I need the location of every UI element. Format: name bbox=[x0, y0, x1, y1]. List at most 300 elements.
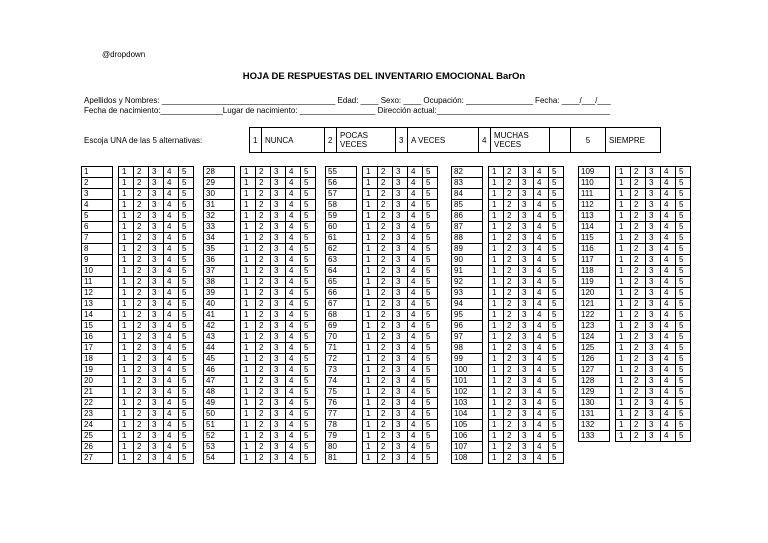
answer-option[interactable]: 3 bbox=[393, 266, 408, 277]
answer-option[interactable]: 2 bbox=[378, 376, 393, 387]
answer-option[interactable]: 2 bbox=[256, 222, 271, 233]
answer-option[interactable]: 5 bbox=[676, 200, 691, 211]
answer-option[interactable]: 5 bbox=[676, 288, 691, 299]
answer-option[interactable]: 3 bbox=[271, 200, 286, 211]
answer-option[interactable]: 4 bbox=[408, 398, 423, 409]
answer-option[interactable]: 1 bbox=[241, 200, 256, 211]
answer-option[interactable]: 4 bbox=[286, 354, 301, 365]
answer-option[interactable]: 4 bbox=[408, 244, 423, 255]
answer-option[interactable]: 3 bbox=[271, 222, 286, 233]
answer-option[interactable]: 3 bbox=[393, 354, 408, 365]
answer-option[interactable]: 5 bbox=[301, 200, 316, 211]
answer-option[interactable]: 2 bbox=[134, 321, 149, 332]
answer-option[interactable]: 4 bbox=[408, 189, 423, 200]
answer-option[interactable]: 5 bbox=[676, 211, 691, 222]
answer-option[interactable]: 2 bbox=[256, 167, 271, 178]
answer-option[interactable]: 1 bbox=[241, 266, 256, 277]
answer-option[interactable]: 4 bbox=[286, 233, 301, 244]
answer-option[interactable]: 2 bbox=[256, 288, 271, 299]
answer-option[interactable]: 5 bbox=[301, 442, 316, 453]
answer-option[interactable]: 1 bbox=[119, 178, 134, 189]
answer-option[interactable]: 5 bbox=[423, 387, 438, 398]
answer-option[interactable]: 5 bbox=[423, 200, 438, 211]
answer-option[interactable]: 1 bbox=[489, 343, 504, 354]
answer-option[interactable]: 2 bbox=[631, 398, 646, 409]
answer-option[interactable]: 3 bbox=[271, 244, 286, 255]
answer-option[interactable]: 2 bbox=[504, 211, 519, 222]
answer-option[interactable]: 1 bbox=[616, 431, 631, 442]
answer-option[interactable]: 1 bbox=[119, 288, 134, 299]
answer-option[interactable]: 2 bbox=[256, 354, 271, 365]
answer-option[interactable]: 2 bbox=[631, 200, 646, 211]
answer-option[interactable]: 5 bbox=[179, 266, 194, 277]
answer-option[interactable]: 4 bbox=[164, 233, 179, 244]
answer-option[interactable]: 5 bbox=[676, 277, 691, 288]
answer-option[interactable]: 2 bbox=[378, 167, 393, 178]
answer-option[interactable]: 2 bbox=[256, 233, 271, 244]
answer-option[interactable]: 5 bbox=[301, 409, 316, 420]
answer-option[interactable]: 5 bbox=[179, 189, 194, 200]
answer-option[interactable]: 5 bbox=[676, 398, 691, 409]
answer-option[interactable]: 4 bbox=[286, 431, 301, 442]
answer-option[interactable]: 4 bbox=[286, 211, 301, 222]
answer-option[interactable]: 2 bbox=[378, 409, 393, 420]
answer-option[interactable]: 2 bbox=[134, 167, 149, 178]
answer-option[interactable]: 3 bbox=[519, 211, 534, 222]
answer-option[interactable]: 5 bbox=[549, 321, 564, 332]
answer-option[interactable]: 4 bbox=[164, 453, 179, 464]
answer-option[interactable]: 1 bbox=[489, 365, 504, 376]
answer-option[interactable]: 4 bbox=[286, 266, 301, 277]
answer-option[interactable]: 2 bbox=[504, 409, 519, 420]
answer-option[interactable]: 2 bbox=[631, 167, 646, 178]
answer-option[interactable]: 5 bbox=[423, 321, 438, 332]
answer-option[interactable]: 3 bbox=[393, 288, 408, 299]
answer-option[interactable]: 1 bbox=[241, 211, 256, 222]
answer-option[interactable]: 5 bbox=[423, 343, 438, 354]
answer-option[interactable]: 3 bbox=[271, 365, 286, 376]
answer-option[interactable]: 2 bbox=[256, 244, 271, 255]
answer-option[interactable]: 2 bbox=[378, 266, 393, 277]
answer-option[interactable]: 2 bbox=[134, 431, 149, 442]
answer-option[interactable]: 1 bbox=[363, 442, 378, 453]
answer-option[interactable]: 3 bbox=[149, 398, 164, 409]
answer-option[interactable]: 1 bbox=[241, 189, 256, 200]
answer-option[interactable]: 5 bbox=[549, 200, 564, 211]
answer-option[interactable]: 5 bbox=[301, 321, 316, 332]
answer-option[interactable]: 5 bbox=[549, 376, 564, 387]
answer-option[interactable]: 5 bbox=[549, 255, 564, 266]
answer-option[interactable]: 3 bbox=[393, 277, 408, 288]
answer-option[interactable]: 1 bbox=[616, 244, 631, 255]
answer-option[interactable]: 3 bbox=[271, 343, 286, 354]
answer-option[interactable]: 4 bbox=[534, 453, 549, 464]
answer-option[interactable]: 5 bbox=[423, 409, 438, 420]
answer-option[interactable]: 4 bbox=[534, 387, 549, 398]
answer-option[interactable]: 2 bbox=[134, 277, 149, 288]
answer-option[interactable]: 5 bbox=[179, 178, 194, 189]
answer-option[interactable]: 2 bbox=[631, 376, 646, 387]
answer-option[interactable]: 5 bbox=[676, 365, 691, 376]
answer-option[interactable]: 3 bbox=[519, 321, 534, 332]
answer-option[interactable]: 2 bbox=[378, 200, 393, 211]
answer-option[interactable]: 4 bbox=[661, 277, 676, 288]
answer-option[interactable]: 2 bbox=[256, 365, 271, 376]
answer-option[interactable]: 3 bbox=[149, 332, 164, 343]
answer-option[interactable]: 2 bbox=[631, 222, 646, 233]
answer-option[interactable]: 2 bbox=[256, 409, 271, 420]
answer-option[interactable]: 5 bbox=[676, 222, 691, 233]
answer-option[interactable]: 2 bbox=[378, 233, 393, 244]
answer-option[interactable]: 4 bbox=[164, 255, 179, 266]
answer-option[interactable]: 3 bbox=[519, 420, 534, 431]
answer-option[interactable]: 1 bbox=[363, 365, 378, 376]
answer-option[interactable]: 5 bbox=[676, 167, 691, 178]
answer-option[interactable]: 2 bbox=[134, 420, 149, 431]
answer-option[interactable]: 1 bbox=[489, 398, 504, 409]
answer-option[interactable]: 1 bbox=[241, 299, 256, 310]
answer-option[interactable]: 1 bbox=[489, 354, 504, 365]
answer-option[interactable]: 4 bbox=[164, 387, 179, 398]
answer-option[interactable]: 5 bbox=[549, 398, 564, 409]
answer-option[interactable]: 4 bbox=[408, 277, 423, 288]
answer-option[interactable]: 2 bbox=[134, 178, 149, 189]
answer-option[interactable]: 4 bbox=[164, 167, 179, 178]
answer-option[interactable]: 2 bbox=[378, 222, 393, 233]
answer-option[interactable]: 3 bbox=[393, 453, 408, 464]
answer-option[interactable]: 1 bbox=[119, 453, 134, 464]
answer-option[interactable]: 4 bbox=[164, 431, 179, 442]
answer-option[interactable]: 3 bbox=[646, 409, 661, 420]
answer-option[interactable]: 5 bbox=[676, 244, 691, 255]
answer-option[interactable]: 2 bbox=[504, 420, 519, 431]
answer-option[interactable]: 5 bbox=[179, 332, 194, 343]
answer-option[interactable]: 4 bbox=[661, 310, 676, 321]
answer-option[interactable]: 2 bbox=[256, 310, 271, 321]
answer-option[interactable]: 4 bbox=[661, 178, 676, 189]
answer-option[interactable]: 2 bbox=[134, 354, 149, 365]
answer-option[interactable]: 4 bbox=[286, 288, 301, 299]
answer-option[interactable]: 3 bbox=[149, 255, 164, 266]
answer-option[interactable]: 5 bbox=[423, 310, 438, 321]
answer-option[interactable]: 5 bbox=[301, 431, 316, 442]
answer-option[interactable]: 3 bbox=[271, 420, 286, 431]
answer-option[interactable]: 2 bbox=[378, 189, 393, 200]
answer-option[interactable]: 3 bbox=[393, 299, 408, 310]
answer-option[interactable]: 1 bbox=[616, 343, 631, 354]
answer-option[interactable]: 3 bbox=[149, 299, 164, 310]
answer-option[interactable]: 3 bbox=[393, 178, 408, 189]
answer-option[interactable]: 1 bbox=[363, 398, 378, 409]
answer-option[interactable]: 4 bbox=[164, 398, 179, 409]
answer-option[interactable]: 3 bbox=[519, 299, 534, 310]
answer-option[interactable]: 1 bbox=[616, 233, 631, 244]
answer-option[interactable]: 1 bbox=[241, 442, 256, 453]
answer-option[interactable]: 2 bbox=[504, 189, 519, 200]
answer-option[interactable]: 4 bbox=[164, 222, 179, 233]
answer-option[interactable]: 3 bbox=[646, 299, 661, 310]
answer-option[interactable]: 4 bbox=[661, 233, 676, 244]
answer-option[interactable]: 3 bbox=[149, 321, 164, 332]
answer-option[interactable]: 1 bbox=[489, 332, 504, 343]
answer-option[interactable]: 4 bbox=[408, 266, 423, 277]
answer-option[interactable]: 5 bbox=[549, 343, 564, 354]
answer-option[interactable]: 3 bbox=[519, 222, 534, 233]
answer-option[interactable]: 4 bbox=[661, 343, 676, 354]
answer-option[interactable]: 3 bbox=[646, 277, 661, 288]
answer-option[interactable]: 3 bbox=[519, 288, 534, 299]
answer-option[interactable]: 1 bbox=[363, 420, 378, 431]
answer-option[interactable]: 5 bbox=[179, 398, 194, 409]
answer-option[interactable]: 4 bbox=[661, 354, 676, 365]
answer-option[interactable]: 5 bbox=[423, 376, 438, 387]
answer-option[interactable]: 3 bbox=[149, 387, 164, 398]
answer-option[interactable]: 4 bbox=[661, 431, 676, 442]
answer-option[interactable]: 2 bbox=[631, 431, 646, 442]
answer-option[interactable]: 3 bbox=[149, 167, 164, 178]
answer-option[interactable]: 4 bbox=[286, 376, 301, 387]
answer-option[interactable]: 1 bbox=[363, 266, 378, 277]
answer-option[interactable]: 5 bbox=[423, 365, 438, 376]
answer-option[interactable]: 2 bbox=[256, 343, 271, 354]
answer-option[interactable]: 4 bbox=[534, 233, 549, 244]
answer-option[interactable]: 4 bbox=[164, 288, 179, 299]
answer-option[interactable]: 5 bbox=[423, 332, 438, 343]
answer-option[interactable]: 4 bbox=[286, 244, 301, 255]
answer-option[interactable]: 3 bbox=[519, 200, 534, 211]
answer-option[interactable]: 2 bbox=[134, 211, 149, 222]
answer-option[interactable]: 4 bbox=[164, 354, 179, 365]
answer-option[interactable]: 3 bbox=[271, 332, 286, 343]
answer-option[interactable]: 3 bbox=[149, 354, 164, 365]
answer-option[interactable]: 5 bbox=[676, 420, 691, 431]
answer-option[interactable]: 4 bbox=[164, 211, 179, 222]
answer-option[interactable]: 2 bbox=[631, 244, 646, 255]
answer-option[interactable]: 2 bbox=[504, 453, 519, 464]
answer-option[interactable]: 4 bbox=[534, 200, 549, 211]
answer-option[interactable]: 2 bbox=[134, 233, 149, 244]
answer-option[interactable]: 4 bbox=[286, 277, 301, 288]
answer-option[interactable]: 5 bbox=[301, 222, 316, 233]
answer-option[interactable]: 2 bbox=[256, 420, 271, 431]
answer-option[interactable]: 4 bbox=[286, 167, 301, 178]
answer-option[interactable]: 3 bbox=[149, 244, 164, 255]
answer-option[interactable]: 4 bbox=[408, 343, 423, 354]
answer-option[interactable]: 4 bbox=[661, 387, 676, 398]
answer-option[interactable]: 1 bbox=[489, 431, 504, 442]
answer-option[interactable]: 2 bbox=[256, 442, 271, 453]
answer-option[interactable]: 5 bbox=[423, 431, 438, 442]
answer-option[interactable]: 2 bbox=[631, 310, 646, 321]
answer-option[interactable]: 1 bbox=[241, 255, 256, 266]
answer-option[interactable]: 3 bbox=[393, 211, 408, 222]
answer-option[interactable]: 4 bbox=[164, 266, 179, 277]
answer-option[interactable]: 4 bbox=[164, 376, 179, 387]
answer-option[interactable]: 4 bbox=[534, 299, 549, 310]
answer-option[interactable]: 1 bbox=[241, 376, 256, 387]
answer-option[interactable]: 5 bbox=[301, 398, 316, 409]
answer-option[interactable]: 3 bbox=[271, 387, 286, 398]
answer-option[interactable]: 1 bbox=[119, 332, 134, 343]
answer-option[interactable]: 4 bbox=[408, 442, 423, 453]
answer-option[interactable]: 2 bbox=[631, 299, 646, 310]
answer-option[interactable]: 2 bbox=[504, 365, 519, 376]
answer-option[interactable]: 1 bbox=[616, 288, 631, 299]
answer-option[interactable]: 5 bbox=[179, 167, 194, 178]
answer-option[interactable]: 1 bbox=[363, 200, 378, 211]
answer-option[interactable]: 1 bbox=[119, 244, 134, 255]
answer-option[interactable]: 2 bbox=[134, 299, 149, 310]
answer-option[interactable]: 5 bbox=[423, 453, 438, 464]
answer-option[interactable]: 2 bbox=[134, 376, 149, 387]
answer-option[interactable]: 2 bbox=[631, 387, 646, 398]
answer-option[interactable]: 2 bbox=[378, 365, 393, 376]
answer-option[interactable]: 4 bbox=[408, 354, 423, 365]
answer-option[interactable]: 2 bbox=[378, 398, 393, 409]
answer-option[interactable]: 3 bbox=[393, 321, 408, 332]
answer-option[interactable]: 4 bbox=[534, 222, 549, 233]
answer-option[interactable]: 2 bbox=[631, 343, 646, 354]
answer-option[interactable]: 2 bbox=[378, 431, 393, 442]
answer-option[interactable]: 2 bbox=[256, 266, 271, 277]
answer-option[interactable]: 5 bbox=[549, 453, 564, 464]
answer-option[interactable]: 1 bbox=[363, 244, 378, 255]
answer-option[interactable]: 3 bbox=[149, 453, 164, 464]
answer-option[interactable]: 4 bbox=[661, 244, 676, 255]
answer-option[interactable]: 4 bbox=[164, 244, 179, 255]
answer-option[interactable]: 5 bbox=[301, 178, 316, 189]
answer-option[interactable]: 5 bbox=[423, 277, 438, 288]
answer-option[interactable]: 2 bbox=[631, 178, 646, 189]
answer-option[interactable]: 2 bbox=[504, 255, 519, 266]
answer-option[interactable]: 1 bbox=[363, 453, 378, 464]
answer-option[interactable]: 4 bbox=[408, 420, 423, 431]
answer-option[interactable]: 3 bbox=[519, 266, 534, 277]
answer-option[interactable]: 2 bbox=[504, 222, 519, 233]
answer-option[interactable]: 3 bbox=[393, 409, 408, 420]
answer-option[interactable]: 5 bbox=[676, 431, 691, 442]
answer-option[interactable]: 2 bbox=[134, 365, 149, 376]
answer-option[interactable]: 1 bbox=[241, 398, 256, 409]
answer-option[interactable]: 4 bbox=[408, 233, 423, 244]
answer-option[interactable]: 1 bbox=[363, 332, 378, 343]
answer-option[interactable]: 1 bbox=[616, 409, 631, 420]
answer-option[interactable]: 2 bbox=[504, 288, 519, 299]
answer-option[interactable]: 1 bbox=[489, 266, 504, 277]
answer-option[interactable]: 4 bbox=[286, 453, 301, 464]
answer-option[interactable]: 2 bbox=[378, 211, 393, 222]
answer-option[interactable]: 3 bbox=[271, 266, 286, 277]
answer-option[interactable]: 1 bbox=[363, 222, 378, 233]
answer-option[interactable]: 2 bbox=[134, 189, 149, 200]
answer-option[interactable]: 1 bbox=[119, 420, 134, 431]
answer-option[interactable]: 5 bbox=[301, 376, 316, 387]
answer-option[interactable]: 2 bbox=[134, 343, 149, 354]
answer-option[interactable]: 2 bbox=[378, 310, 393, 321]
answer-option[interactable]: 3 bbox=[393, 376, 408, 387]
answer-option[interactable]: 5 bbox=[301, 233, 316, 244]
answer-option[interactable]: 3 bbox=[149, 266, 164, 277]
answer-option[interactable]: 4 bbox=[661, 266, 676, 277]
answer-option[interactable]: 1 bbox=[616, 277, 631, 288]
answer-option[interactable]: 5 bbox=[179, 277, 194, 288]
answer-option[interactable]: 3 bbox=[519, 167, 534, 178]
answer-option[interactable]: 2 bbox=[134, 332, 149, 343]
answer-option[interactable]: 4 bbox=[164, 332, 179, 343]
answer-option[interactable]: 2 bbox=[378, 332, 393, 343]
answer-option[interactable]: 3 bbox=[271, 431, 286, 442]
answer-option[interactable]: 3 bbox=[149, 431, 164, 442]
answer-option[interactable]: 4 bbox=[164, 277, 179, 288]
answer-option[interactable]: 2 bbox=[631, 255, 646, 266]
answer-option[interactable]: 5 bbox=[549, 211, 564, 222]
answer-option[interactable]: 1 bbox=[616, 255, 631, 266]
answer-option[interactable]: 5 bbox=[423, 288, 438, 299]
answer-option[interactable]: 3 bbox=[149, 420, 164, 431]
answer-option[interactable]: 3 bbox=[646, 343, 661, 354]
answer-option[interactable]: 3 bbox=[646, 200, 661, 211]
answer-option[interactable]: 5 bbox=[179, 442, 194, 453]
answer-option[interactable]: 4 bbox=[286, 398, 301, 409]
answer-option[interactable]: 4 bbox=[164, 409, 179, 420]
answer-option[interactable]: 1 bbox=[241, 167, 256, 178]
answer-option[interactable]: 5 bbox=[676, 387, 691, 398]
answer-option[interactable]: 1 bbox=[363, 376, 378, 387]
answer-option[interactable]: 4 bbox=[534, 321, 549, 332]
answer-option[interactable]: 1 bbox=[489, 167, 504, 178]
answer-option[interactable]: 3 bbox=[646, 310, 661, 321]
answer-option[interactable]: 4 bbox=[408, 222, 423, 233]
answer-option[interactable]: 5 bbox=[549, 299, 564, 310]
answer-option[interactable]: 4 bbox=[408, 211, 423, 222]
answer-option[interactable]: 3 bbox=[519, 453, 534, 464]
answer-option[interactable]: 1 bbox=[119, 277, 134, 288]
answer-option[interactable]: 1 bbox=[616, 332, 631, 343]
answer-option[interactable]: 5 bbox=[179, 431, 194, 442]
answer-option[interactable]: 3 bbox=[519, 244, 534, 255]
answer-option[interactable]: 3 bbox=[149, 178, 164, 189]
answer-option[interactable]: 2 bbox=[256, 321, 271, 332]
answer-option[interactable]: 1 bbox=[616, 365, 631, 376]
answer-option[interactable]: 5 bbox=[179, 299, 194, 310]
answer-option[interactable]: 4 bbox=[534, 442, 549, 453]
answer-option[interactable]: 4 bbox=[661, 222, 676, 233]
answer-option[interactable]: 4 bbox=[534, 332, 549, 343]
answer-option[interactable]: 2 bbox=[631, 332, 646, 343]
answer-option[interactable]: 4 bbox=[286, 332, 301, 343]
answer-option[interactable]: 4 bbox=[534, 376, 549, 387]
answer-option[interactable]: 4 bbox=[408, 376, 423, 387]
answer-option[interactable]: 3 bbox=[393, 310, 408, 321]
answer-option[interactable]: 2 bbox=[134, 255, 149, 266]
answer-option[interactable]: 5 bbox=[676, 299, 691, 310]
answer-option[interactable]: 4 bbox=[534, 343, 549, 354]
answer-option[interactable]: 1 bbox=[363, 321, 378, 332]
answer-option[interactable]: 4 bbox=[408, 299, 423, 310]
answer-option[interactable]: 3 bbox=[149, 442, 164, 453]
answer-option[interactable]: 4 bbox=[408, 178, 423, 189]
answer-option[interactable]: 2 bbox=[378, 354, 393, 365]
answer-option[interactable]: 1 bbox=[119, 387, 134, 398]
answer-option[interactable]: 4 bbox=[164, 200, 179, 211]
answer-option[interactable]: 1 bbox=[616, 354, 631, 365]
answer-option[interactable]: 5 bbox=[179, 376, 194, 387]
answer-option[interactable]: 2 bbox=[378, 420, 393, 431]
answer-option[interactable]: 1 bbox=[241, 332, 256, 343]
answer-option[interactable]: 2 bbox=[256, 178, 271, 189]
answer-option[interactable]: 5 bbox=[423, 211, 438, 222]
answer-option[interactable]: 5 bbox=[301, 288, 316, 299]
